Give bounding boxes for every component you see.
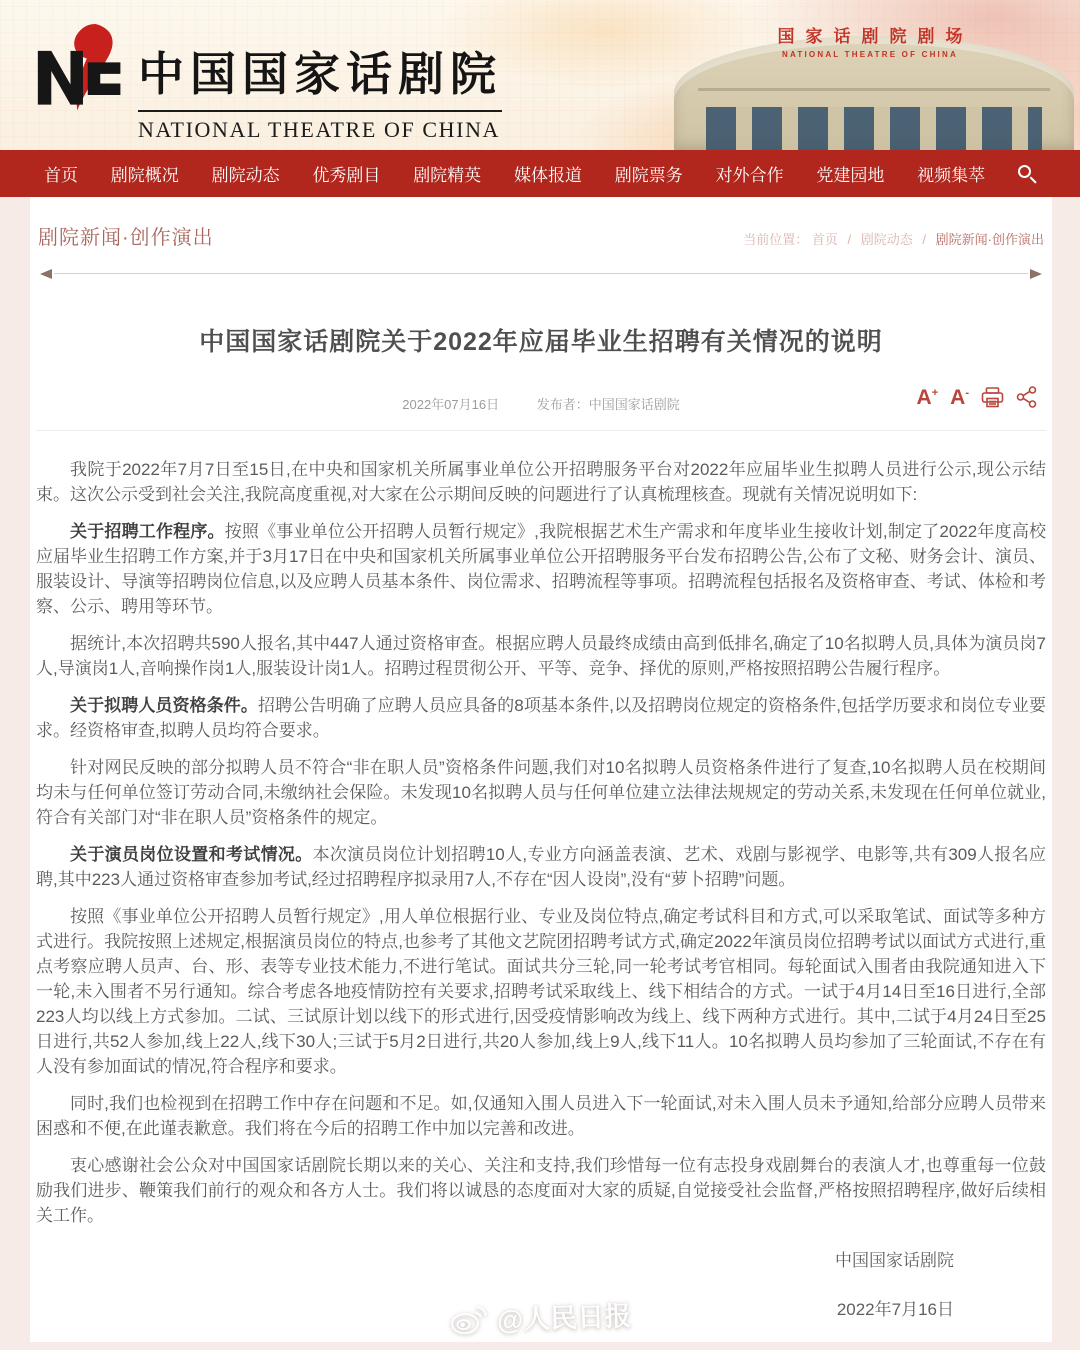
article-title: 中国国家话剧院关于2022年应届毕业生招聘有关情况的说明: [199, 328, 883, 356]
publish-date: 2022年07月16日: [402, 397, 500, 412]
font-increase-button[interactable]: A+: [916, 385, 939, 409]
breadcrumb-news[interactable]: 剧院动态: [860, 232, 913, 247]
paragraph: 关于演员岗位设置和考试情况。本次演员岗位计划招聘10人,专业方向涵盖表演、艺术、戏剧与影视学、电影等,共有309人报名应聘,其中223人通过资格审查参加考试,经过招聘程序拟录用7人,不存在“因人设岗”,没有“萝卜招聘”问题。: [36, 845, 1047, 889]
ntc-logo-icon: [34, 20, 130, 124]
breadcrumb-home[interactable]: 首页: [811, 232, 838, 247]
weibo-icon: [448, 1302, 489, 1335]
divider-right-ornament-icon: [1030, 269, 1042, 279]
paragraph: 我院于2022年7月7日至15日,在中央和国家机关所属事业单位公开招聘服务平台对2022年应届毕业生拟聘人员进行公示,现公示结束。这次公示受到社会关注,我院高度重视,对大家在公示期间反映的问题进行了认真梳理核查。现就有关情况说明如下:: [36, 460, 1046, 504]
article-meta: [36, 386, 1046, 413]
theatre-building-photo: [660, 6, 1080, 150]
breadcrumb-label: 当前位置：: [743, 232, 809, 247]
article-tools: [917, 386, 1038, 408]
paragraph: 据统计,本次招聘共590人报名,其中447人通过资格审查。根据应聘人员最终成绩由高到低排名,确定了10名拟聘人员,具体为演员岗7人,导演岗1人,音响操作岗1人,服装设计岗1人。招聘过程贯彻公开、平等、竞争、择优的原则,严格按照招聘公告履行程序。: [36, 634, 1046, 678]
paragraph: 针对网民反映的部分拟聘人员不符合“非在职人员”资格条件问题,我们对10名拟聘人员资格条件进行了复查,10名拟聘人员在校期间均未与任何单位签订劳动合同,未缴纳社会保险。未发现10名拟聘人员与任何单位建立法律法规规定的劳动关系,未发现在任何单位就业,符合有关部门对“非在职人员”资格条件的规定。: [36, 758, 1046, 827]
nav-item-party[interactable]: 党建园地: [816, 166, 885, 185]
site-title-en: NATIONAL THEATRE OF CHINA: [138, 117, 501, 142]
nav-item-videos[interactable]: 视频集萃: [917, 166, 986, 185]
section-title: 剧院新闻·创作演出: [38, 227, 214, 249]
nav-item-home[interactable]: 首页: [44, 166, 78, 185]
paragraph: 按照《事业单位公开招聘人员暂行规定》,用人单位根据行业、专业及岗位特点,确定考试科目和方式,可以采取笔试、面试等多种方式进行。我院按照上述规定,根据演员岗位的特点,也参考了其他文艺院团招聘考试方式,确定2022年演员岗位招聘考试以面试方式进行,重点考察应聘人员声、台、形、表等专业技术能力,不进行笔试。面试共分三轮,同一轮考试考官相同。每轮面试入围者由我院通知进入下一轮,未入围者不另行通知。综合考虑各地疫情防控有关要求,招聘考试采取线上、线下相结合的方式。一试于4月14日至16日进行,全部223人均以线上方式参加。二试、三试原计划以线下的形式进行,因受疫情影响改为线上、线下两种方式进行。其中,二试于4月24日至25日进行,共52人参加,线上22人,线下30人;三试于5月2日进行,共20人参加,线上9人,线下11人。10名拟聘人员均参加了三轮面试,不存在有人没有参加面试的情况,符合程序和要求。: [36, 907, 1046, 1076]
nav-item-media[interactable]: 媒体报道: [513, 166, 582, 185]
main-nav: [0, 150, 1080, 197]
watermark-text: @人民日报: [496, 1300, 632, 1336]
nav-item-repertoire[interactable]: 优秀剧目: [312, 166, 381, 185]
signature-date: 2022年7月16日: [836, 1300, 954, 1319]
publisher: 发布者：中国国家话剧院: [536, 397, 680, 412]
building-sign: 国家话剧院剧场 NATIONAL THEATRE OF CHINA: [777, 27, 974, 59]
divider-left-ornament-icon: [40, 269, 52, 279]
building-windows: [706, 107, 1042, 150]
ornament-divider: [40, 268, 1042, 280]
nav-item-cooperation[interactable]: 对外合作: [715, 166, 784, 185]
article: [36, 322, 1046, 1320]
print-icon[interactable]: [981, 387, 1004, 408]
font-decrease-button[interactable]: A-: [950, 385, 969, 409]
content-card: [30, 197, 1052, 1342]
nav-item-news[interactable]: 剧院动态: [211, 166, 280, 185]
paragraph: 同时,我们也检视到在招聘工作中存在问题和不足。如,仅通知入围人员进入下一轮面试,对未入围人员未予通知,给部分应聘人员带来困惑和不便,在此谨表歉意。我们将在今后的招聘工作中加以完善和改进。: [36, 1094, 1046, 1138]
search-icon[interactable]: [1018, 165, 1036, 183]
signature-name: 中国国家话剧院: [835, 1251, 954, 1270]
site-header: [0, 0, 1080, 150]
breadcrumb: 当前位置： 首页 / 剧院动态 / 剧院新闻·创作演出: [743, 232, 1044, 247]
nav-item-tickets[interactable]: 剧院票务: [614, 166, 683, 185]
title-divider: [36, 430, 1046, 431]
share-icon[interactable]: [1016, 386, 1038, 408]
weibo-watermark: [448, 1294, 632, 1339]
article-body: [36, 457, 1046, 1228]
site-logo[interactable]: [34, 20, 502, 143]
nav-item-elites[interactable]: 剧院精英: [413, 166, 482, 185]
nav-item-overview[interactable]: 剧院概况: [110, 166, 179, 185]
paragraph: 衷心感谢社会公众对中国国家话剧院长期以来的关心、关注和支持,我们珍惜每一位有志投身戏剧舞台的表演人才,也尊重每一位鼓励我们进步、鞭策我们前行的观众和各方人士。我们将以诚恳的态度面对大家的质疑,自觉接受社会监督,严格按照招聘程序,做好后续相关工作。: [36, 1156, 1046, 1225]
paragraph: 关于拟聘人员资格条件。招聘公告明确了应聘人员应具备的8项基本条件,以及招聘岗位规定的资格条件,包括学历要求和岗位专业要求。经资格审查,拟聘人员均符合要求。: [36, 696, 1046, 740]
site-title-cn: 中国国家话剧院: [138, 38, 502, 112]
paragraph: 关于招聘工作程序。按照《事业单位公开招聘人员暂行规定》,我院根据艺术生产需求和年度毕业生接收计划,制定了2022年度高校应届毕业生招聘工作方案,并于3月17日在中央和国家机关所属事业单位公开招聘服务平台发布招聘公告,公布了文秘、财务会计、演员、服装设计、导演等招聘岗位信息,以及应聘人员基本条件、岗位需求、招聘流程等事项。招聘流程包括报名及资格审查、考试、体检和考察、公示、聘用等环节。: [36, 522, 1047, 616]
breadcrumb-current[interactable]: 剧院新闻·创作演出: [935, 232, 1044, 247]
